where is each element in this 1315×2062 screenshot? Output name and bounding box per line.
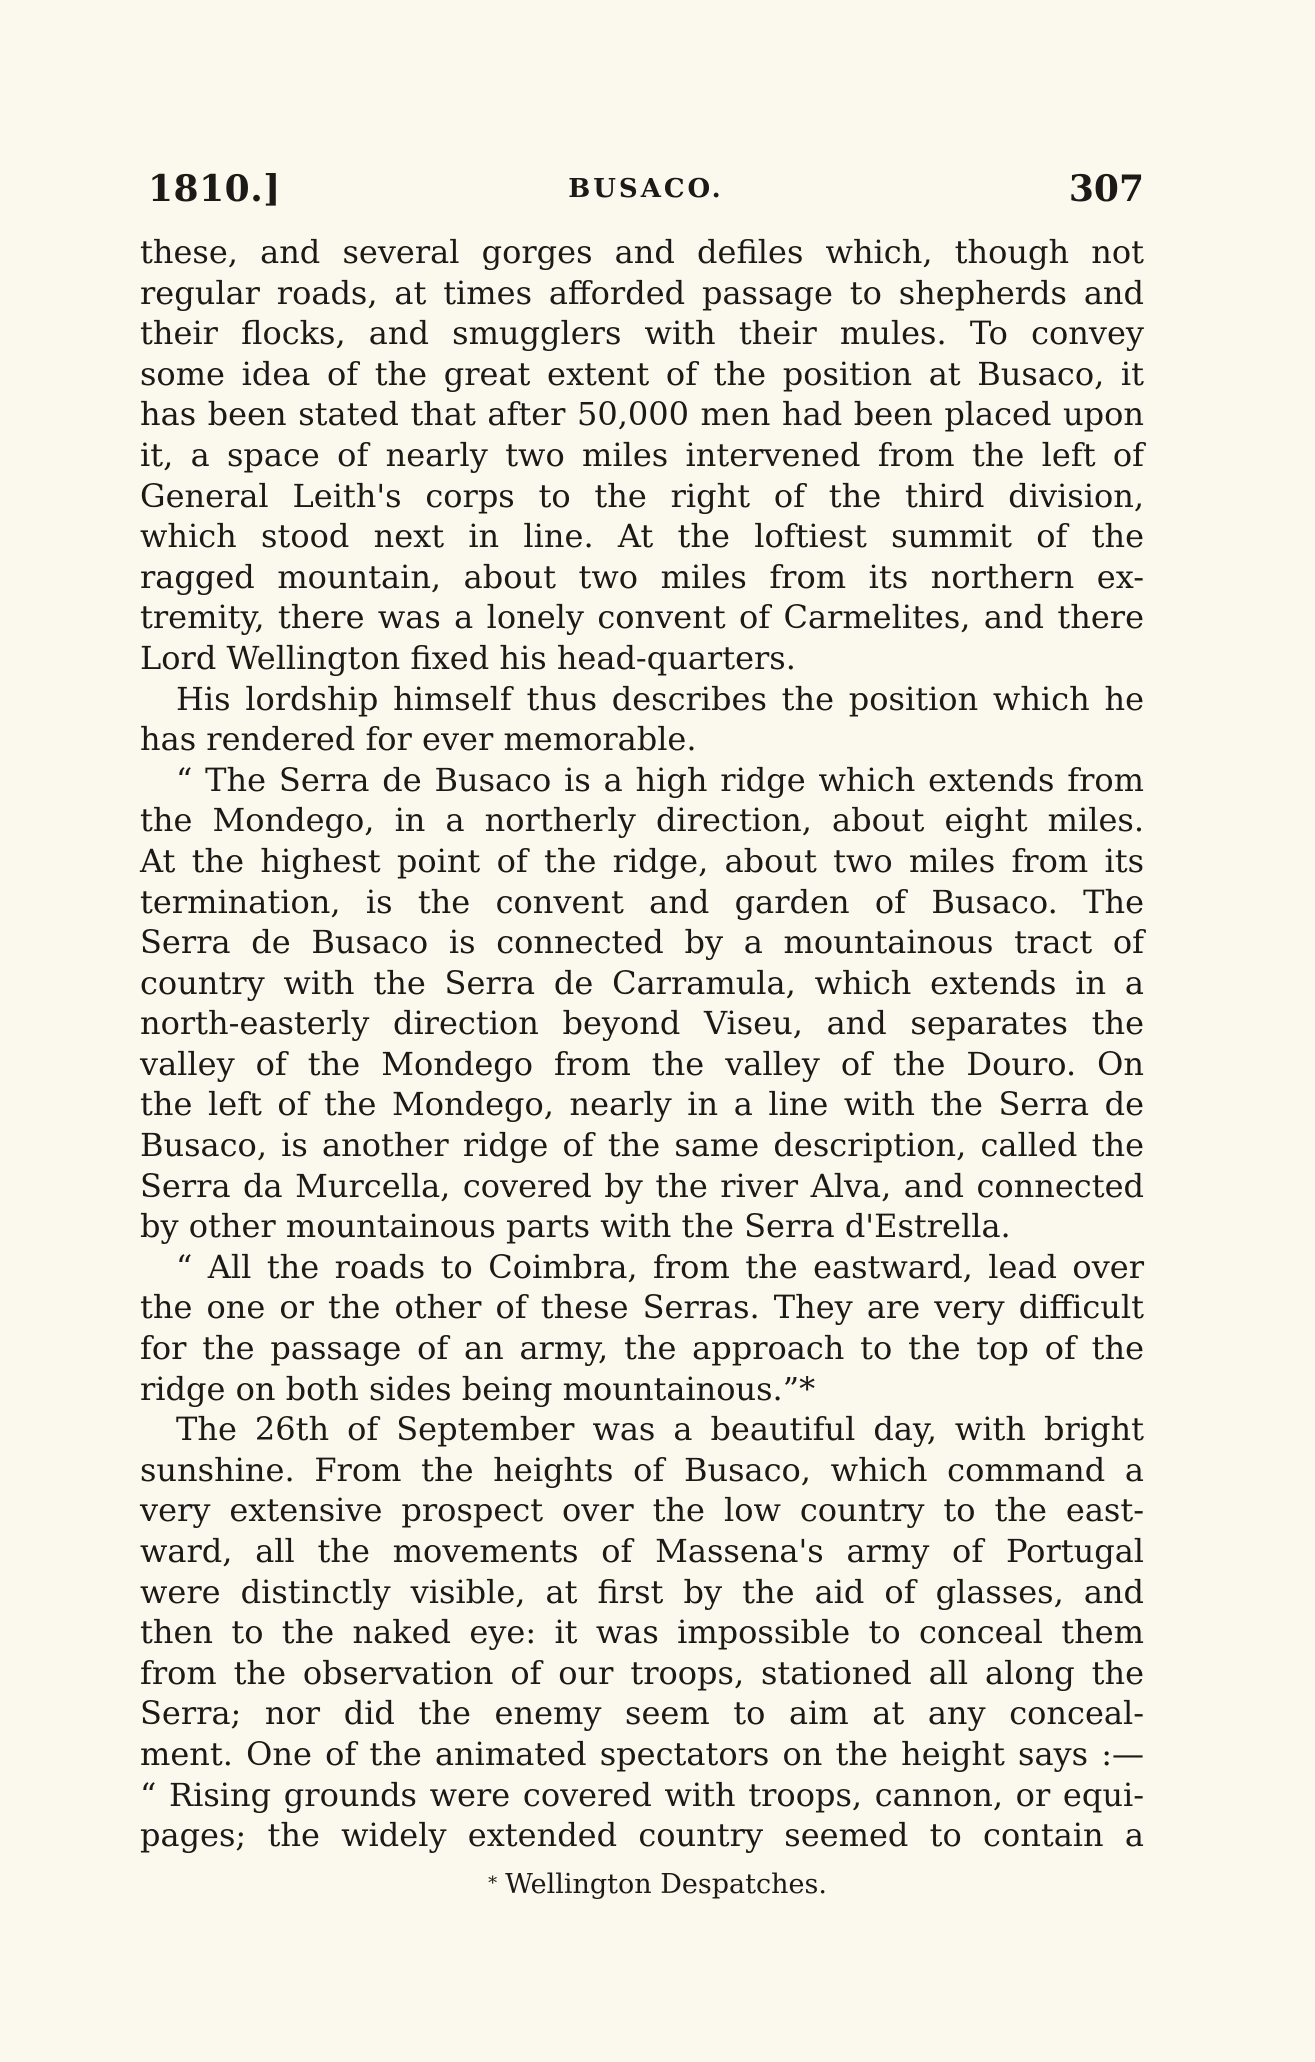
text-line: ward, all the movements of Massena's army of Portugal: [140, 1532, 1144, 1570]
footnote: [0, 1866, 1315, 1903]
footnote-text: Wellington Despatches.: [505, 1869, 827, 1900]
text-line: Busaco, is another ridge of the same description, called the: [140, 1126, 1144, 1165]
text-line: ragged mountain, about two miles from its northern ex-: [140, 557, 1144, 596]
page-number: 307: [1068, 168, 1144, 210]
running-head-year: 1810.]: [148, 168, 281, 210]
text-line: has been stated that after 50,000 men had been placed upon: [140, 395, 1144, 434]
text-line: valley of the Mondego from the valley of the Douro. On: [140, 1044, 1144, 1083]
text-line: the Mondego, in a northerly direction, about eight miles.: [140, 801, 1144, 840]
text-line: then to the naked eye: it was impossible to conceal them: [140, 1613, 1144, 1652]
text-line: north-easterly direction beyond Viseu, and separates the: [140, 1004, 1144, 1043]
text-line: very extensive prospect over the low country to the east-: [140, 1491, 1144, 1530]
text-line: these, and several gorges and defiles which, though not: [140, 233, 1144, 271]
text-line: Serra; nor did the enemy seem to aim at any conceal-: [140, 1694, 1144, 1733]
text-line: Lord Wellington fixed his head-quarters.: [140, 638, 796, 677]
text-line: the one or the other of these Serras. They are very difficult: [140, 1288, 1144, 1327]
text-line: Serra de Busaco is connected by a mountainous tract of: [140, 923, 1144, 962]
text-line: pages; the widely extended country seemed to contain a: [140, 1816, 1144, 1855]
text-line: regular roads, at times afforded passage to shepherds and: [140, 273, 1144, 312]
text-line: His lordship himself thus describes the position which he: [176, 679, 1144, 718]
text-line: tremity, there was a lonely convent of Carmelites, and there: [140, 598, 1144, 637]
text-line: General Leith's corps to the right of the third division,: [140, 476, 1144, 515]
text-line: “ The Serra de Busaco is a high ridge which extends from: [176, 760, 1144, 799]
text-line: from the observation of our troops, stationed all along the: [140, 1653, 1144, 1692]
text-line: their flocks, and smugglers with their mules. To convey: [140, 314, 1144, 353]
text-line: for the passage of an army, the approach to the top of the: [140, 1329, 1144, 1368]
running-head: [148, 168, 1144, 216]
text-line: were distinctly visible, at first by the aid of glasses, and: [140, 1572, 1144, 1611]
text-line: by other mountainous parts with the Serra d'Estrella.: [140, 1207, 1011, 1246]
text-line: which stood next in line. At the loftiest summit of the: [140, 517, 1144, 556]
text-line: it, a space of nearly two miles intervened from the left of: [140, 435, 1144, 474]
text-line: “ All the roads to Coimbra, from the eastward, lead over: [176, 1247, 1144, 1286]
text-line: At the highest point of the ridge, about two miles from its: [140, 841, 1144, 880]
text-line: The 26th of September was a beautiful day, with bright: [176, 1410, 1144, 1449]
text-line: Serra da Murcella, covered by the river Alva, and connected: [140, 1166, 1144, 1205]
text-line: country with the Serra de Carramula, which extends in a: [140, 963, 1144, 1002]
text-line: termination, is the convent and garden of Busaco. The: [140, 882, 1144, 921]
text-line: ment. One of the animated spectators on the height says :—: [140, 1734, 1144, 1773]
text-line: some idea of the great extent of the position at Busaco, it: [140, 354, 1144, 393]
text-line: ridge on both sides being mountainous.”*: [140, 1369, 816, 1408]
text-line: “ Rising grounds were covered with troops, cannon, or equi-: [140, 1775, 1144, 1814]
footnote-mark: *: [488, 1873, 498, 1894]
text-line: sunshine. From the heights of Busaco, which command a: [140, 1450, 1144, 1489]
body-text: [140, 232, 1144, 1856]
running-head-title: BUSACO.: [568, 174, 724, 204]
text-line: has rendered for ever memorable.: [140, 720, 697, 759]
text-line: the left of the Mondego, nearly in a line with the Serra de: [140, 1085, 1144, 1124]
